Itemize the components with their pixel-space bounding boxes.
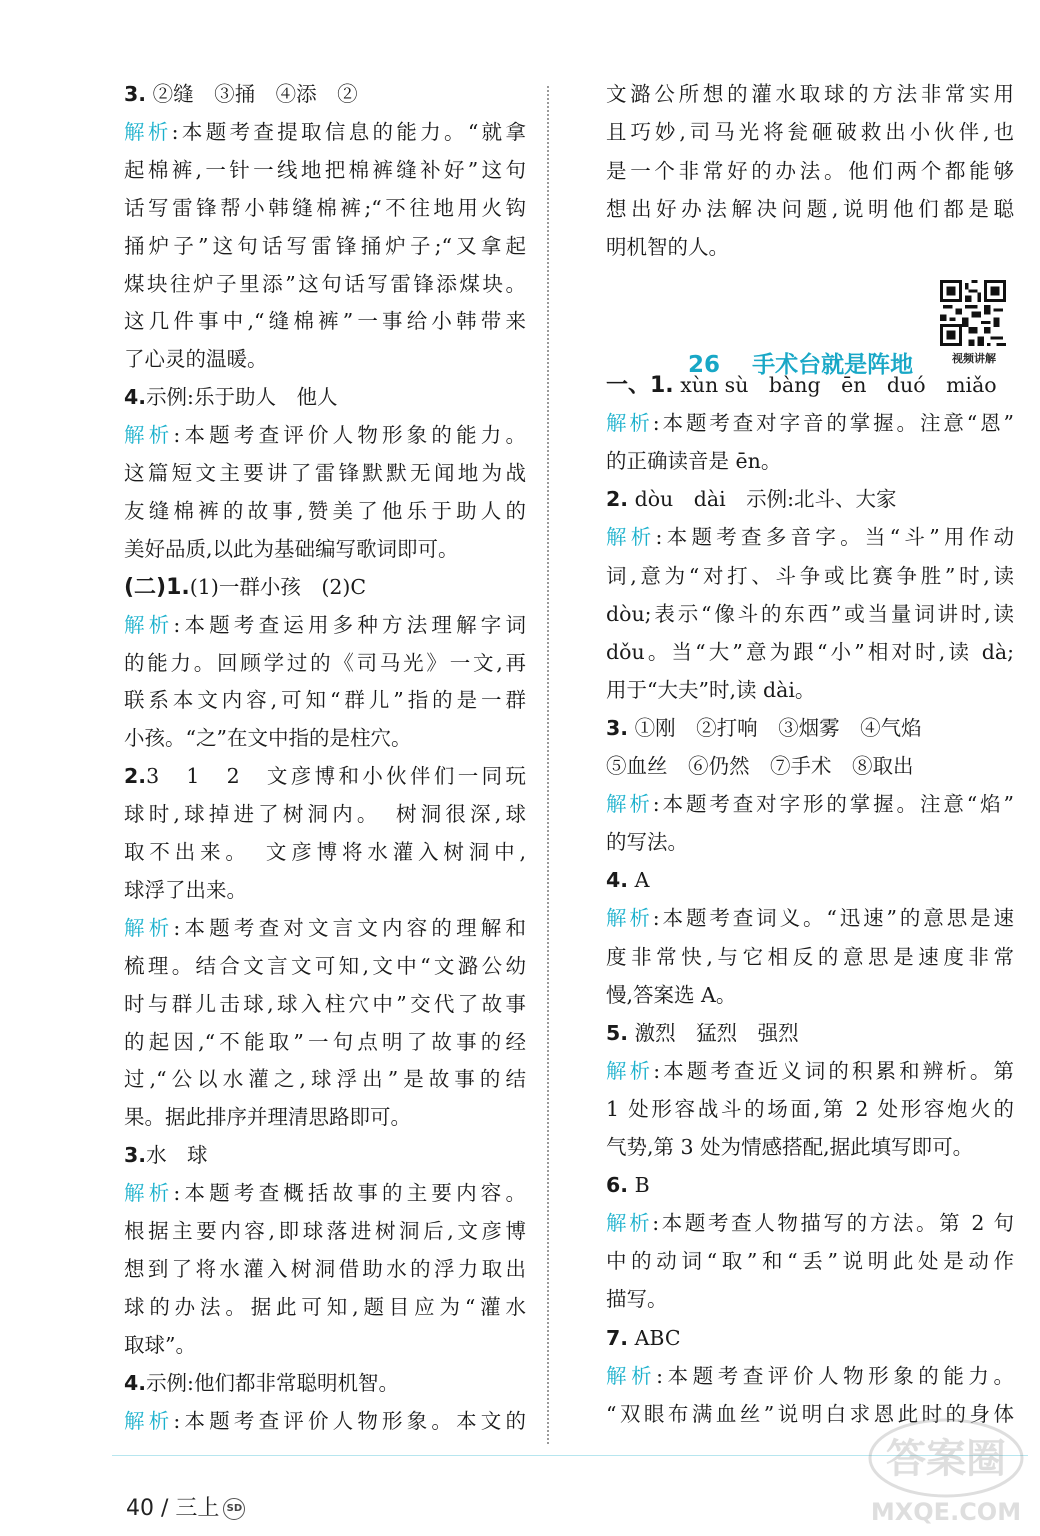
text-line [606,231,729,263]
text-line [606,483,897,515]
page-number: 40 [126,1496,154,1521]
qr-caption: 视频讲解 [952,352,996,365]
text-line [124,722,411,754]
line-text: 美好品质,以此为基础编写歌词即可。 [124,536,459,561]
text-line [606,598,1014,630]
text-line [606,674,815,706]
text-line [124,343,268,375]
text-line [606,369,997,401]
text-line [606,750,914,782]
line-text: ⑤血丝 ⑥仍然 ⑦手术 ⑧取出 [606,754,914,778]
line-text: dǒu。当“大”意为跟“小”相对时,读 dà; [606,639,1014,664]
line-text: 度非常快,与它相反的意思是速度非常 [606,944,1014,969]
analysis-label: 解析 [124,612,174,637]
text-line [606,788,1014,820]
analysis-label: 解析 [606,792,653,817]
footer-separator: / [161,1496,169,1521]
analysis-label: 解析 [606,1058,654,1083]
text-line [124,495,526,527]
line-text: 梳理。结合文言文可知,文中“文潞公幼 [124,953,526,978]
text-line [606,560,1014,592]
text-line [124,1329,196,1361]
edition-badge: SD [223,1498,245,1520]
text-line [124,192,526,224]
line-text: :本题考查多音字。当“斗”用作动 [655,525,1014,550]
text-line [124,1101,411,1133]
question-number: 4. [124,1370,147,1395]
text-line [606,1131,973,1163]
analysis-label: 解析 [124,915,174,940]
line-text: 词,意为“对打、斗争或比赛争胜”时,读 [606,563,1014,588]
text-line [606,636,1014,668]
line-text: B [628,1173,650,1198]
lesson-title [672,305,914,378]
line-text: 捅炉子”这句话写雷锋捅炉子;“又拿起 [124,233,526,258]
text-line [124,571,366,603]
question-number: 3. [124,1143,147,1168]
text-line [606,521,1014,553]
grade-label: 三上 [175,1496,220,1521]
analysis-label: 解析 [606,411,653,436]
text-line [124,1291,526,1323]
line-text: :本题考查词义。“迅速”的意思是速 [652,906,1014,931]
analysis-label: 解析 [606,1211,653,1236]
text-line [124,381,337,413]
line-text: 慢,答案选 A。 [606,982,737,1007]
line-text: 起棉裤,一针一线地把棉裤缝补好”这句 [124,157,526,182]
line-text: 的写法。 [606,830,688,855]
line-text: 球时,球掉进了树洞内。 树洞很深,球 [124,802,526,827]
line-text: 了心灵的温暖。 [124,347,268,372]
text-line [124,1253,526,1285]
section-label: (二)1. [124,574,190,600]
page-footer [112,1466,245,1522]
line-text: (1)一群小孩 (2)C [189,574,367,599]
analysis-label: 解析 [124,423,174,448]
line-text: 的正确读音是 ēn。 [606,449,782,474]
line-text: ①刚 ②打响 ③烟雾 ④气焰 [628,715,922,740]
text-line [124,874,247,906]
section-label: 一、1. [606,373,674,398]
line-text: 想出好办法解决问题,说明他们都是聪 [606,196,1014,221]
line-text: ABC [628,1325,681,1350]
line-text: 示例:他们都非常聪明机智。 [146,1370,399,1395]
text-line [124,230,526,262]
text-line [606,826,688,858]
line-text: :本题考查近义词的积累和辨析。第 [653,1058,1014,1083]
line-text: 3 1 2 文彦博和小伙伴们一同玩 [146,764,526,789]
watermark-logo [862,1412,1030,1530]
text-line [606,116,1014,148]
question-number: 4. [124,385,147,410]
line-text: 示例:乐于助人 他人 [146,385,338,410]
analysis-label: 解析 [606,525,656,550]
text-line [606,1322,681,1354]
line-text: :本题考查对字音的掌握。注意“恩” [652,411,1014,436]
line-text: 且巧妙,司马光将瓮砸破救出小伙伴,也 [606,120,1014,145]
text-line [124,836,526,868]
line-text: 文潞公所想的灌水取球的方法非常实用 [606,82,1014,106]
text-line [606,445,781,477]
line-text: 明机智的人。 [606,235,729,260]
text-line [124,457,526,489]
question-number: 6. [606,1173,629,1198]
line-text: 根据主要内容,即球落进树洞后,文彦博 [124,1219,526,1243]
text-line [606,155,1014,187]
text-line [124,1405,526,1437]
text-line [606,712,922,744]
text-line [124,647,526,679]
question-number: 2. [124,764,147,789]
line-text: 是一个非常好的办法。他们两个都能够 [606,158,1014,183]
line-text: 激烈 猛烈 强烈 [628,1020,799,1045]
line-text: :本题考查评价人物形象的能力。 [656,1363,1015,1388]
question-number: 3. [124,82,147,106]
text-line [124,305,526,337]
text-line [124,988,526,1020]
text-line [606,941,1014,973]
line-text: 联系本文内容,可知“群儿”指的是一群 [124,688,526,713]
question-number: 2. [606,487,629,512]
text-line [124,1026,526,1058]
question-number: 4. [606,868,629,893]
text-line [124,78,358,110]
text-line [606,1169,650,1201]
line-text: :本题考查提取信息的能力。“就拿 [171,119,527,144]
line-text: A [628,868,650,893]
line-text: 果。据此排序并理清思路即可。 [124,1105,411,1130]
line-text: 想到了将水灌入树洞借助水的浮力取出 [124,1256,526,1281]
line-text: 话写雷锋帮小韩缝棉裤;“不往地用火钩 [124,195,526,220]
text-line [606,1017,799,1049]
line-text: 过,“公以水灌之,球浮出”是故事的结 [124,1067,526,1092]
line-text: 气势,第 3 处为情感搭配,据此填写即可。 [606,1135,974,1159]
line-text: 这篇短文主要讲了雷锋默默无闻地为战 [124,461,526,485]
line-text: 用于“大夫”时,读 dài。 [606,677,816,702]
text-line [606,78,1014,110]
text-line [606,902,1014,934]
text-line [606,1093,1014,1125]
line-text: 1 处形容战斗的场面,第 2 处形容炮火的 [606,1096,1014,1121]
line-text: 煤块往炉子里添”这句话写雷锋添煤块。 [124,271,526,296]
text-line [606,1055,1014,1087]
analysis-label: 解析 [606,906,653,931]
line-text: 取不出来。 文彦博将水灌入树洞中, [124,840,526,864]
text-line [124,760,526,792]
analysis-label: 解析 [606,1363,657,1388]
qr-code-icon[interactable] [940,280,1006,346]
line-text: 球的办法。据此可知,题目应为“灌水 [124,1294,526,1319]
line-text: “双眼布满血丝”说明白求恩此时的身体 [606,1401,1014,1426]
line-text: ②缝 ③捅 ④添 ② [146,82,358,106]
text-line [124,1177,526,1209]
line-text: 水 球 [146,1143,208,1168]
text-line [124,798,526,830]
analysis-label: 解析 [124,119,172,144]
question-number: 7. [606,1325,629,1350]
line-text: :本题考查评价人物形象的能力。 [173,423,527,448]
text-line [606,407,1014,439]
line-text: 友缝棉裤的故事,赞美了他乐于助人的 [124,498,526,523]
text-line [606,1283,668,1315]
column-divider [547,86,549,1444]
text-line [606,1360,1014,1392]
line-text: dòu;表示“像斗的东西”或当量词讲时,读 [606,601,1014,626]
text-line [124,1139,208,1171]
question-number: 5. [606,1020,629,1045]
text-line [124,268,526,300]
line-text: xùn sù bàng ēn duó miǎo [673,373,997,397]
text-line [606,1245,1014,1277]
analysis-label: 解析 [124,1181,174,1206]
text-line [124,533,459,565]
line-text: 时与群儿击球,球入柱穴中”交代了故事 [124,991,526,1016]
text-line [124,609,526,641]
question-number: 3. [606,715,629,740]
text-line [124,684,526,716]
line-text: 描写。 [606,1287,668,1312]
text-line [124,1367,399,1399]
text-line [124,116,526,148]
analysis-label: 解析 [124,1408,174,1433]
line-text: :本题考查对字形的掌握。注意“焰” [652,792,1014,817]
svg-text:MXQE.COM: MXQE.COM [870,1498,1022,1526]
text-line [606,193,1014,225]
text-line [124,1215,526,1247]
line-text: :本题考查运用多种方法理解字词 [173,612,527,637]
line-text: 小孩。“之”在文中指的是柱穴。 [124,726,412,751]
lesson-number: 26 [688,352,721,378]
line-text: 的起因,“不能取”一句点明了故事的经 [124,1029,526,1054]
line-text: :本题考查概括故事的主要内容。 [173,1181,527,1206]
text-line [606,1207,1014,1239]
text-line [124,154,526,186]
text-line [606,979,736,1011]
line-text: :本题考查评价人物形象。本文的 [173,1408,527,1433]
line-text: 取球”。 [124,1332,196,1357]
text-line [124,950,526,982]
svg-text:答案圈: 答案圈 [886,1436,1006,1482]
line-text: 球浮了出来。 [124,877,247,902]
lesson-name: 手术台就是阵地 [752,352,914,378]
line-text: 中的动词“取”和“丢”说明此处是动作 [606,1249,1014,1274]
text-line [124,1063,526,1095]
line-text: 的能力。回顾学过的《司马光》一文,再 [124,650,526,675]
line-text: 这几件事中,“缝棉裤”一事给小韩带来 [124,309,526,334]
text-line [606,864,649,896]
text-line [124,912,526,944]
line-text: dòu dài 示例:北斗、大家 [628,487,897,512]
line-text: :本题考查人物描写的方法。第 2 句 [652,1211,1015,1236]
text-line [124,419,526,451]
line-text: :本题考查对文言文内容的理解和 [173,915,527,940]
